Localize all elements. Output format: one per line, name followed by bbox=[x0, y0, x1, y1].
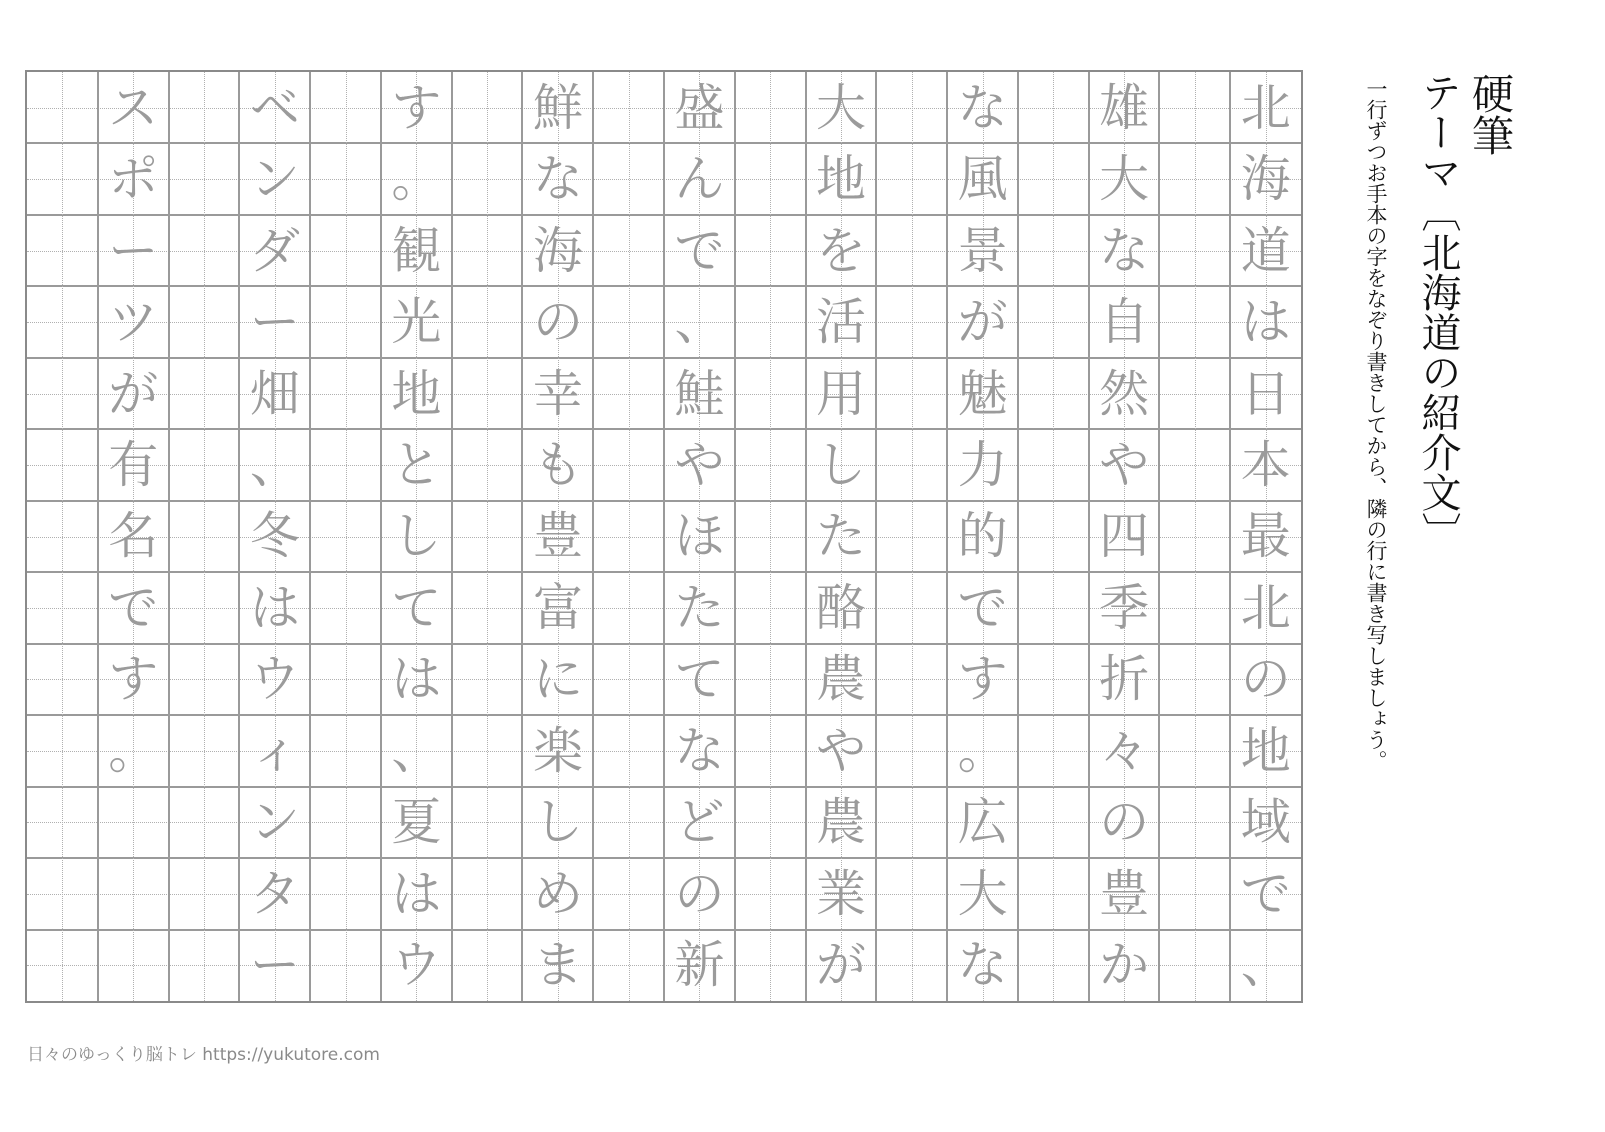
trace-character: 畑 bbox=[249, 364, 300, 423]
footer-url: https://yukutore.com bbox=[202, 1045, 380, 1065]
model-character-cell bbox=[664, 715, 735, 786]
trace-character bbox=[98, 930, 169, 1001]
model-character-cell bbox=[664, 286, 735, 357]
model-character-cell bbox=[98, 286, 169, 357]
model-text-column bbox=[239, 72, 310, 1001]
trace-character: 盛 bbox=[674, 78, 725, 137]
trace-character: 、 bbox=[674, 293, 725, 352]
practice-column[interactable] bbox=[169, 72, 240, 1001]
model-character-cell bbox=[947, 572, 1018, 643]
model-character-cell bbox=[1230, 930, 1301, 1001]
model-character-cell bbox=[98, 143, 169, 214]
trace-character: 雄 bbox=[1099, 78, 1150, 137]
model-character-cell bbox=[1230, 429, 1301, 500]
trace-character: ウ bbox=[249, 650, 300, 709]
trace-character: 名 bbox=[108, 507, 159, 566]
model-character-cell bbox=[664, 429, 735, 500]
model-character-cell bbox=[98, 858, 169, 929]
trace-character: し bbox=[391, 507, 442, 566]
model-character-cell bbox=[947, 215, 1018, 286]
trace-character: と bbox=[391, 436, 442, 495]
model-character-cell bbox=[239, 501, 310, 572]
model-character-cell bbox=[239, 858, 310, 929]
trace-character: や bbox=[674, 436, 725, 495]
trace-character: す bbox=[108, 650, 159, 709]
model-character-cell bbox=[98, 930, 169, 1001]
model-character-cell bbox=[1230, 644, 1301, 715]
trace-character: ウ bbox=[391, 936, 442, 995]
practice-column[interactable] bbox=[876, 72, 947, 1001]
trace-character: か bbox=[1099, 936, 1150, 995]
trace-character: 豊 bbox=[532, 507, 583, 566]
model-character-cell bbox=[806, 572, 877, 643]
trace-character: の bbox=[674, 864, 725, 923]
model-character-cell bbox=[806, 429, 877, 500]
trace-character: 、 bbox=[1240, 936, 1291, 995]
trace-character: ん bbox=[674, 150, 725, 209]
model-character-cell bbox=[947, 644, 1018, 715]
model-character-cell bbox=[381, 143, 452, 214]
model-character-cell bbox=[947, 429, 1018, 500]
worksheet-instruction: 一行ずつお手本の字をなぞり書きしてから、隣の行に書き写しましょう。 bbox=[1364, 78, 1388, 771]
model-character-cell bbox=[522, 858, 593, 929]
trace-character: 農 bbox=[816, 793, 867, 852]
model-character-cell bbox=[947, 72, 1018, 143]
trace-character: て bbox=[391, 578, 442, 637]
model-character-cell bbox=[381, 72, 452, 143]
trace-character: し bbox=[532, 793, 583, 852]
model-character-cell bbox=[239, 358, 310, 429]
trace-character: 豊 bbox=[1099, 864, 1150, 923]
model-character-cell bbox=[1230, 501, 1301, 572]
model-text-column bbox=[664, 72, 735, 1001]
trace-character: 北 bbox=[1240, 78, 1291, 137]
model-character-cell bbox=[947, 787, 1018, 858]
model-character-cell bbox=[98, 72, 169, 143]
trace-character: な bbox=[957, 936, 1008, 995]
model-character-cell bbox=[1089, 715, 1160, 786]
model-character-cell bbox=[1230, 215, 1301, 286]
model-character-cell bbox=[381, 286, 452, 357]
model-character-cell bbox=[664, 501, 735, 572]
trace-character: に bbox=[532, 650, 583, 709]
model-character-cell bbox=[1089, 930, 1160, 1001]
model-character-cell bbox=[522, 501, 593, 572]
model-character-cell bbox=[239, 143, 310, 214]
trace-character: 活 bbox=[816, 293, 867, 352]
model-character-cell bbox=[664, 644, 735, 715]
trace-character: 観 bbox=[391, 221, 442, 280]
trace-character: ン bbox=[249, 793, 300, 852]
trace-character: 域 bbox=[1240, 793, 1291, 852]
model-character-cell bbox=[381, 215, 452, 286]
model-character-cell bbox=[381, 858, 452, 929]
model-character-cell bbox=[1089, 501, 1160, 572]
model-character-cell bbox=[381, 572, 452, 643]
model-character-cell bbox=[239, 215, 310, 286]
model-character-cell bbox=[806, 215, 877, 286]
model-character-cell bbox=[381, 930, 452, 1001]
model-character-cell bbox=[806, 644, 877, 715]
trace-character: な bbox=[674, 721, 725, 780]
model-character-cell bbox=[1230, 143, 1301, 214]
trace-character: 。 bbox=[391, 150, 442, 209]
trace-character: 力 bbox=[957, 436, 1008, 495]
model-character-cell bbox=[239, 72, 310, 143]
model-text-column bbox=[98, 72, 169, 1001]
trace-character: な bbox=[532, 150, 583, 209]
trace-character: 富 bbox=[532, 578, 583, 637]
model-text-column bbox=[522, 72, 593, 1001]
trace-character: め bbox=[532, 864, 583, 923]
trace-character: 業 bbox=[816, 864, 867, 923]
model-text-column bbox=[947, 72, 1018, 1001]
model-character-cell bbox=[1089, 787, 1160, 858]
trace-character: 道 bbox=[1240, 221, 1291, 280]
model-character-cell bbox=[1089, 429, 1160, 500]
model-character-cell bbox=[806, 787, 877, 858]
model-character-cell bbox=[806, 930, 877, 1001]
model-character-cell bbox=[947, 358, 1018, 429]
trace-character: で bbox=[108, 578, 159, 637]
trace-character: 本 bbox=[1240, 436, 1291, 495]
model-character-cell bbox=[522, 644, 593, 715]
model-character-cell bbox=[664, 215, 735, 286]
trace-character bbox=[98, 787, 169, 858]
model-character-cell bbox=[239, 930, 310, 1001]
practice-column[interactable] bbox=[310, 72, 381, 1001]
trace-character: 然 bbox=[1099, 364, 1150, 423]
trace-character: 楽 bbox=[532, 721, 583, 780]
model-character-cell bbox=[664, 930, 735, 1001]
trace-character: 大 bbox=[957, 864, 1008, 923]
model-character-cell bbox=[98, 358, 169, 429]
trace-character: 夏 bbox=[391, 793, 442, 852]
trace-character: ほ bbox=[674, 507, 725, 566]
model-character-cell bbox=[522, 143, 593, 214]
trace-character: 最 bbox=[1240, 507, 1291, 566]
model-character-cell bbox=[522, 572, 593, 643]
model-character-cell bbox=[1230, 72, 1301, 143]
trace-character: 光 bbox=[391, 293, 442, 352]
model-character-cell bbox=[239, 286, 310, 357]
trace-character: ー bbox=[249, 936, 300, 995]
model-character-cell bbox=[381, 429, 452, 500]
trace-character: 広 bbox=[957, 793, 1008, 852]
trace-character: ダ bbox=[249, 221, 300, 280]
model-character-cell bbox=[664, 358, 735, 429]
model-character-cell bbox=[1230, 858, 1301, 929]
trace-character: す bbox=[957, 650, 1008, 709]
trace-character: 大 bbox=[816, 78, 867, 137]
model-character-cell bbox=[1089, 358, 1160, 429]
trace-character: ー bbox=[249, 293, 300, 352]
trace-character: を bbox=[816, 221, 867, 280]
trace-character: 々 bbox=[1099, 721, 1150, 780]
trace-character: 酪 bbox=[816, 578, 867, 637]
model-character-cell bbox=[1089, 572, 1160, 643]
trace-character: 北 bbox=[1240, 578, 1291, 637]
trace-character: た bbox=[816, 507, 867, 566]
model-character-cell bbox=[947, 858, 1018, 929]
trace-character: ツ bbox=[108, 293, 159, 352]
trace-character: ま bbox=[532, 936, 583, 995]
model-character-cell bbox=[381, 358, 452, 429]
model-character-cell bbox=[522, 72, 593, 143]
trace-character: で bbox=[1240, 864, 1291, 923]
practice-column[interactable] bbox=[452, 72, 523, 1001]
trace-character: の bbox=[1099, 793, 1150, 852]
trace-character: 鮮 bbox=[532, 78, 583, 137]
model-character-cell bbox=[806, 143, 877, 214]
model-character-cell bbox=[98, 501, 169, 572]
model-character-cell bbox=[239, 572, 310, 643]
model-character-cell bbox=[664, 143, 735, 214]
practice-column[interactable] bbox=[593, 72, 664, 1001]
trace-character: 日 bbox=[1240, 364, 1291, 423]
trace-character: 、 bbox=[391, 721, 442, 780]
trace-character: で bbox=[957, 578, 1008, 637]
model-character-cell bbox=[522, 286, 593, 357]
trace-character: で bbox=[674, 221, 725, 280]
model-character-cell bbox=[381, 787, 452, 858]
trace-character: て bbox=[674, 650, 725, 709]
model-character-cell bbox=[98, 429, 169, 500]
trace-character: ス bbox=[108, 78, 159, 137]
trace-character: ど bbox=[674, 793, 725, 852]
model-character-cell bbox=[806, 858, 877, 929]
trace-character: 四 bbox=[1099, 507, 1150, 566]
trace-character: 鮭 bbox=[674, 364, 725, 423]
practice-column[interactable] bbox=[735, 72, 806, 1001]
trace-character: タ bbox=[249, 864, 300, 923]
model-character-cell bbox=[381, 644, 452, 715]
model-character-cell bbox=[98, 715, 169, 786]
trace-character: 地 bbox=[816, 150, 867, 209]
trace-character: は bbox=[391, 864, 442, 923]
model-character-cell bbox=[522, 358, 593, 429]
trace-character: は bbox=[249, 578, 300, 637]
model-text-column bbox=[1089, 72, 1160, 1001]
footer bbox=[27, 1040, 380, 1065]
model-character-cell bbox=[947, 715, 1018, 786]
trace-character: は bbox=[391, 650, 442, 709]
model-character-cell bbox=[1089, 72, 1160, 143]
trace-character: ポ bbox=[108, 150, 159, 209]
trace-character: 冬 bbox=[249, 507, 300, 566]
trace-character: や bbox=[1099, 436, 1150, 495]
model-character-cell bbox=[381, 501, 452, 572]
model-character-cell bbox=[806, 358, 877, 429]
trace-character: や bbox=[816, 721, 867, 780]
model-character-cell bbox=[239, 644, 310, 715]
model-character-cell bbox=[1230, 358, 1301, 429]
model-character-cell bbox=[664, 858, 735, 929]
model-text-column bbox=[806, 72, 877, 1001]
trace-character: 大 bbox=[1099, 150, 1150, 209]
model-character-cell bbox=[1089, 143, 1160, 214]
trace-character: た bbox=[674, 578, 725, 637]
model-character-cell bbox=[239, 787, 310, 858]
model-character-cell bbox=[947, 143, 1018, 214]
trace-character: 景 bbox=[957, 221, 1008, 280]
trace-character: す bbox=[391, 78, 442, 137]
model-character-cell bbox=[664, 72, 735, 143]
model-character-cell bbox=[664, 787, 735, 858]
trace-character: ィ bbox=[249, 721, 300, 780]
trace-character: 地 bbox=[391, 364, 442, 423]
model-character-cell bbox=[947, 930, 1018, 1001]
footer-site-name: 日々のゆっくり脳トレ bbox=[27, 1045, 197, 1065]
model-character-cell bbox=[806, 715, 877, 786]
model-character-cell bbox=[1089, 286, 1160, 357]
trace-character: 自 bbox=[1099, 293, 1150, 352]
practice-grid bbox=[25, 70, 1303, 1003]
model-character-cell bbox=[522, 930, 593, 1001]
trace-character: 折 bbox=[1099, 650, 1150, 709]
model-character-cell bbox=[522, 787, 593, 858]
trace-character: の bbox=[1240, 650, 1291, 709]
trace-character bbox=[98, 858, 169, 929]
model-character-cell bbox=[239, 715, 310, 786]
model-character-cell bbox=[806, 286, 877, 357]
trace-character: な bbox=[1099, 221, 1150, 280]
trace-character: は bbox=[1240, 293, 1291, 352]
trace-character: も bbox=[532, 436, 583, 495]
model-character-cell bbox=[806, 501, 877, 572]
model-character-cell bbox=[98, 572, 169, 643]
trace-character: の bbox=[532, 293, 583, 352]
model-character-cell bbox=[239, 429, 310, 500]
trace-character: が bbox=[108, 364, 159, 423]
trace-character: 季 bbox=[1099, 578, 1150, 637]
trace-character: 、 bbox=[249, 436, 300, 495]
model-character-cell bbox=[381, 715, 452, 786]
practice-column[interactable] bbox=[27, 72, 98, 1001]
trace-character: 新 bbox=[674, 936, 725, 995]
trace-character: 的 bbox=[957, 507, 1008, 566]
trace-character: 魅 bbox=[957, 364, 1008, 423]
model-character-cell bbox=[1230, 572, 1301, 643]
trace-character: 海 bbox=[1240, 150, 1291, 209]
trace-character: が bbox=[957, 293, 1008, 352]
model-character-cell bbox=[1089, 858, 1160, 929]
trace-character: が bbox=[816, 936, 867, 995]
model-character-cell bbox=[1230, 715, 1301, 786]
trace-character: 風 bbox=[957, 150, 1008, 209]
model-character-cell bbox=[1230, 286, 1301, 357]
model-character-cell bbox=[1089, 644, 1160, 715]
trace-character: 。 bbox=[957, 721, 1008, 780]
model-character-cell bbox=[522, 715, 593, 786]
model-character-cell bbox=[664, 572, 735, 643]
trace-character: ベ bbox=[249, 78, 300, 137]
model-character-cell bbox=[947, 286, 1018, 357]
trace-character: し bbox=[816, 436, 867, 495]
worksheet-theme: テーマ〔北海道の紹介文〕 bbox=[1415, 72, 1461, 552]
model-character-cell bbox=[1089, 215, 1160, 286]
trace-character: 。 bbox=[108, 721, 159, 780]
trace-character: 用 bbox=[816, 364, 867, 423]
model-character-cell bbox=[98, 787, 169, 858]
trace-character: な bbox=[957, 78, 1008, 137]
model-character-cell bbox=[1230, 787, 1301, 858]
model-character-cell bbox=[522, 429, 593, 500]
model-text-column bbox=[381, 72, 452, 1001]
trace-character: 有 bbox=[108, 436, 159, 495]
trace-character: 海 bbox=[532, 221, 583, 280]
model-character-cell bbox=[98, 215, 169, 286]
trace-character: ン bbox=[249, 150, 300, 209]
trace-character: 地 bbox=[1240, 721, 1291, 780]
practice-column[interactable] bbox=[1159, 72, 1230, 1001]
model-character-cell bbox=[947, 501, 1018, 572]
model-character-cell bbox=[98, 644, 169, 715]
trace-character: ー bbox=[108, 221, 159, 280]
model-character-cell bbox=[522, 215, 593, 286]
model-character-cell bbox=[806, 72, 877, 143]
trace-character: 農 bbox=[816, 650, 867, 709]
trace-character: 幸 bbox=[532, 364, 583, 423]
model-text-column bbox=[1230, 72, 1301, 1001]
worksheet-title: 硬筆 bbox=[1466, 72, 1515, 156]
practice-column[interactable] bbox=[1018, 72, 1089, 1001]
